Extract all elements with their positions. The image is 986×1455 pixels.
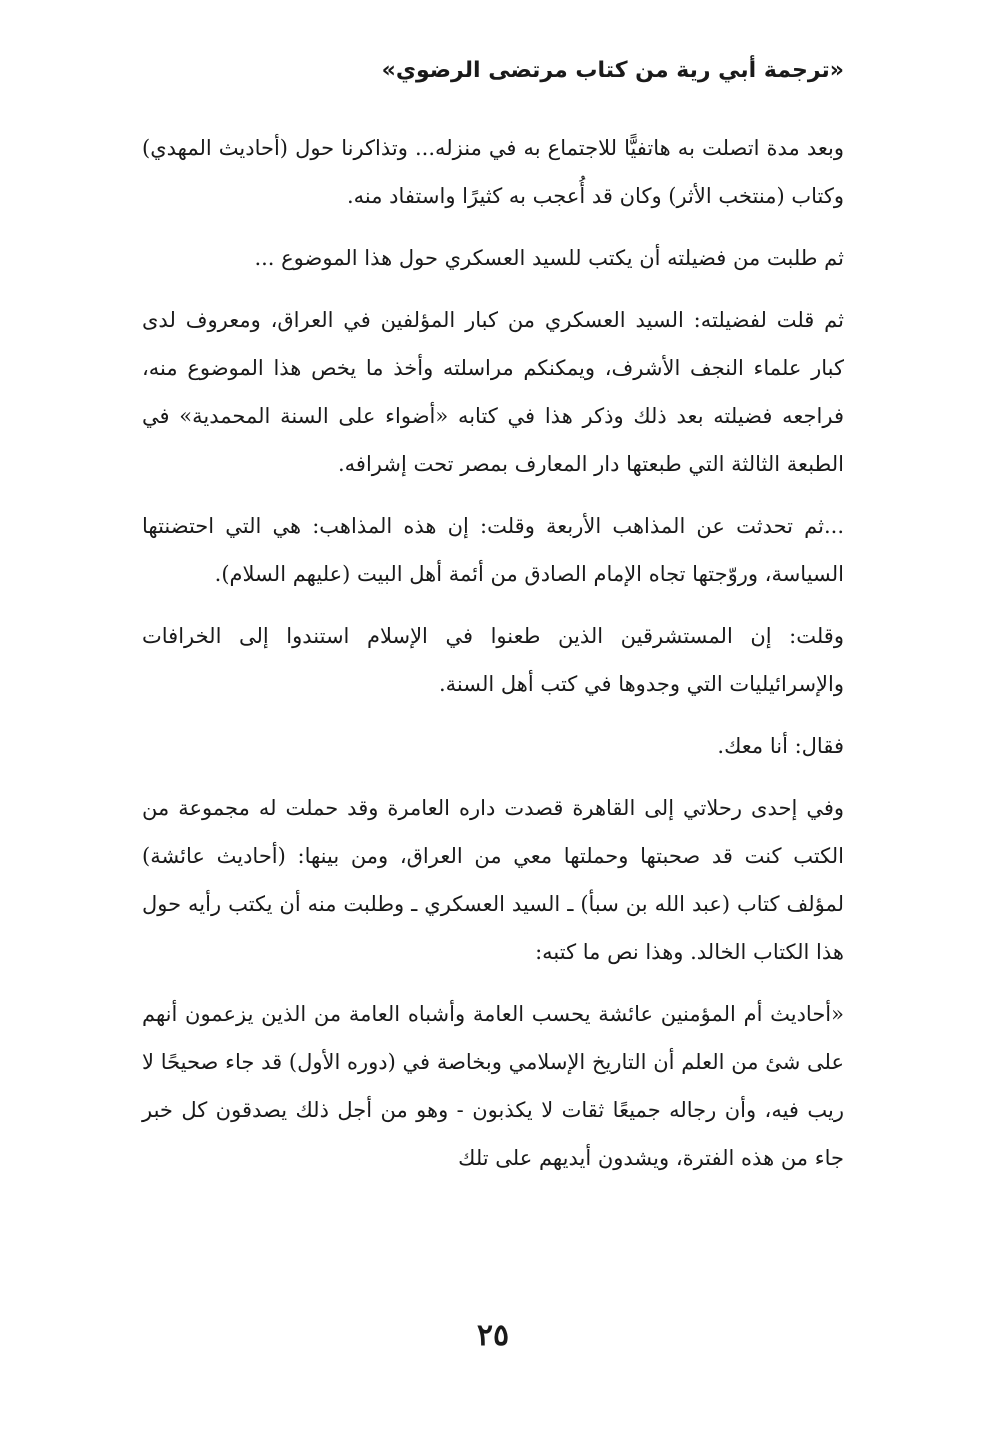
- paragraph: وبعد مدة اتصلت به هاتفيًّا للاجتماع به في منزله... وتذاكرنا حول (أحاديث المهدي) وكتاب (منتخب الأثر) وكان قد أُعجب به كثيرًا واستفاد منه.: [142, 136, 844, 208]
- paragraph: فقال: أنا معك.: [717, 734, 844, 758]
- paragraph: ثم طلبت من فضيلته أن يكتب للسيد العسكري حول هذا الموضوع ...: [254, 246, 844, 270]
- paragraph: وفي إحدى رحلاتي إلى القاهرة قصدت داره العامرة وقد حملت له مجموعة من الكتب كنت قد صحبتها وحملتها معي من العراق، ومن بينها: (أحاديث عائشة) لمؤلف كتاب (عبد الله بن سبأ) ـ السيد العسكري ـ وطلبت منه أن يكتب رأيه حول هذا الكتاب الخالد. وهذا نص ما كتبه:: [142, 796, 844, 964]
- body-text: [142, 124, 844, 1196]
- paragraph: وقلت: إن المستشرقين الذين طعنوا في الإسلام استندوا إلى الخرافات والإسرائيليات التي وجدوها في كتب أهل السنة.: [142, 624, 844, 696]
- paragraph: ...ثم تحدثت عن المذاهب الأربعة وقلت: إن هذه المذاهب: هي التي احتضنتها السياسة، وروّجتها تجاه الإمام الصادق من أئمة أهل البيت (عليهم السلام).: [142, 514, 844, 586]
- page-number: ٢٥: [476, 1318, 510, 1353]
- paragraph: «أحاديث أم المؤمنين عائشة يحسب العامة وأشباه العامة من الذين يزعمون أنهم على شئ من العلم أن التاريخ الإسلامي وبخاصة في (دوره الأول) قد جاء صحيحًا لا ريب فيه، وأن رجاله جميعًا ثقات لا يكذبون - وهو من أجل ذلك يصدقون كل خبر جاء من هذه الفترة، ويشدون أيديهم على تلك: [142, 1002, 844, 1170]
- paragraph: ثم قلت لفضيلته: السيد العسكري من كبار المؤلفين في العراق، ومعروف لدى كبار علماء النجف الأشرف، ويمكنكم مراسلته وأخذ ما يخص هذا الموضوع منه، فراجعه فضيلته بعد ذلك وذكر هذا في كتابه «أضواء على السنة المحمدية» في الطبعة الثالثة التي طبعتها دار المعارف بمصر تحت إشرافه.: [142, 308, 844, 476]
- running-header: «ترجمة أبي رية من كتاب مرتضى الرضوي»: [381, 58, 844, 83]
